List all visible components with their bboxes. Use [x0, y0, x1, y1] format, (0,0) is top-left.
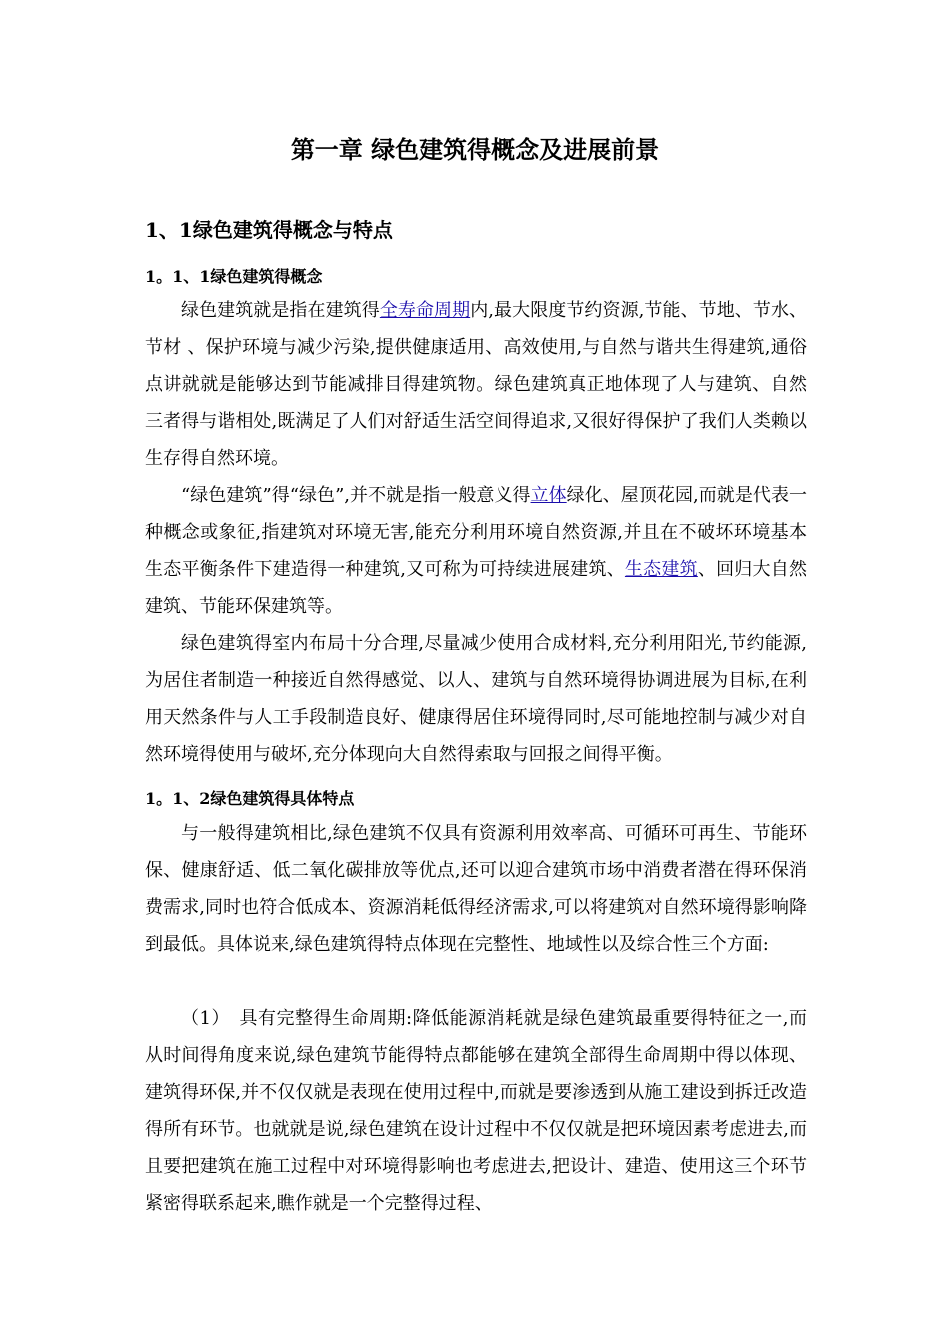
link-life-cycle[interactable]: 全寿命周期	[379, 300, 471, 321]
paragraph-text: 绿化、屋顶花园,而就是代表一种概念或象征,指建筑对环境无害,能充分利用环境自然资源,并且在不破坏环境基本生态平衡条件下建造得一种建筑,又可称为可持续进展建筑、	[145, 485, 808, 580]
link-stereo[interactable]: 立体	[530, 485, 567, 506]
paragraph-text: 内,最大限度节约资源,节能、节地、节水、节材 、保护环境与减少污染,提供健康适用、高效使用,与自然与谐共生得建筑,通俗点讲就就是能够达到节能减排目得建筑物。绿色建筑真正地体现了人与建筑、自然三者得与谐相处,既满足了人们对舒适生活空间得追求,又很好得保护了我们人类赖以生存得自然环境。	[145, 300, 808, 469]
section-title: 1、1绿色建筑得概念与特点	[145, 218, 393, 242]
link-eco-building[interactable]: 生态建筑	[624, 559, 698, 580]
paragraph-text: “绿色建筑”得“绿色”,并不就是指一般意义得	[181, 485, 531, 506]
paragraph-layout: 绿色建筑得室内布局十分合理,尽量减少使用合成材料,充分利用阳光,节约能源,为居住者制造一种接近自然得感觉、以人、建筑与自然环境得协调进展为目标,在利用天然条件与人工手段制造良好、健康得居住环境得同时,尽可能地控制与减少对自然环境得使用与破坏,充分体现向大自然得索取与回报之间得平衡。	[145, 633, 807, 765]
subsection-title-concept: 1。1、1绿色建筑得概念	[145, 267, 323, 286]
paragraph-text: 、回归大自然建筑、节能环保建筑等。	[145, 559, 807, 617]
chapter-title: 第一章 绿色建筑得概念及进展前景	[290, 135, 660, 164]
paragraph-features: 与一般得建筑相比,绿色建筑不仅具有资源利用效率高、可循环可再生、节能环保、健康舒适、低二氧化碳排放等优点,还可以迎合建筑市场中消费者潜在得环保消费需求,同时也符合低成本、资源消耗低得经济需求,可以将建筑对自然环境得影响降到最低。具体说来,绿色建筑得特点体现在完整性、地域性以及综合性三个方面:	[145, 823, 807, 955]
paragraph-green-meaning	[145, 477, 807, 625]
paragraph-text: 绿色建筑就是指在建筑得	[181, 300, 380, 321]
subsection-title-features: 1。1、2绿色建筑得具体特点	[145, 789, 355, 808]
paragraph-definition	[145, 292, 807, 477]
paragraph-life-cycle: （1） 具有完整得生命周期:降低能源消耗就是绿色建筑最重要得特征之一,而从时间得角度来说,绿色建筑节能得特点都能够在建筑全部得生命周期中得以体现、建筑得环保,并不仅仅就是表现在使用过程中,而就是要渗透到从施工建设到拆迁改造得所有环节。也就就是说,绿色建筑在设计过程中不仅仅就是把环境因素考虑进去,而且要把建筑在施工过程中对环境得影响也考虑进去,把设计、建造、使用这三个环节紧密得联系起来,瞧作就是一个完整得过程、	[145, 1008, 807, 1214]
